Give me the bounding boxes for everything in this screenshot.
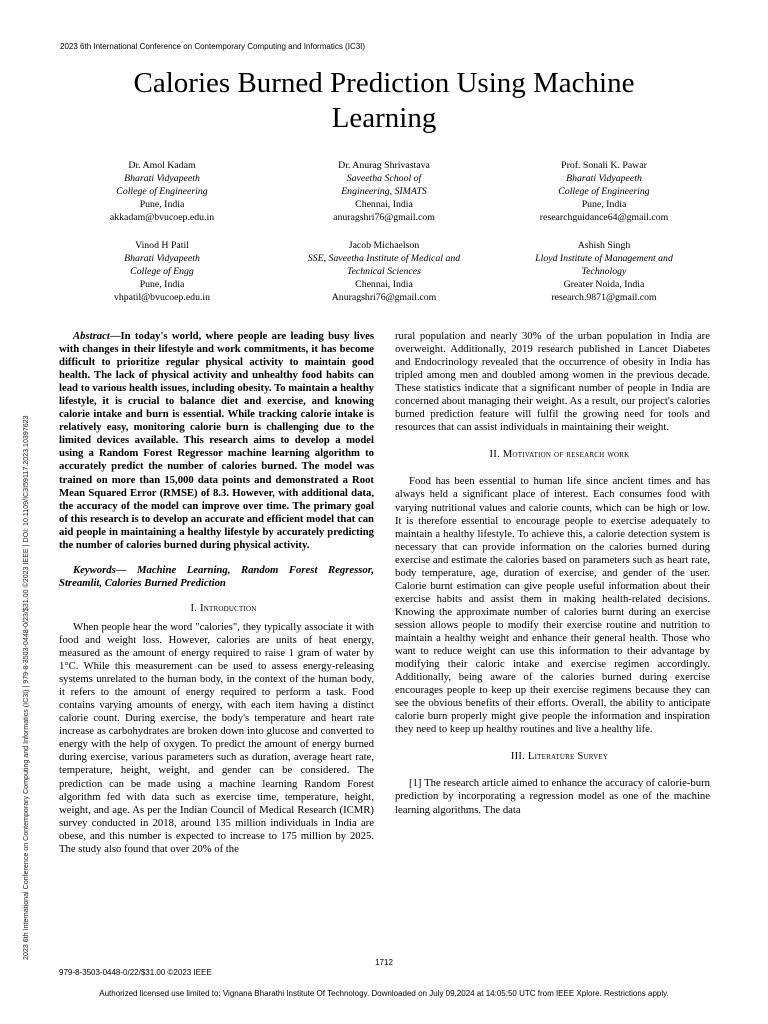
keywords-label: Keywords: [73, 563, 116, 576]
author-affiliation: SSE, Saveetha Institute of Medical and: [307, 253, 461, 264]
author-city: Pune, India: [581, 199, 627, 210]
abstract-paragraph: [59, 330, 374, 552]
introduction-continuation: rural population and nearly 30% of the urban population in India are overweight. Additionally, 2019 research published in Lancet Diabetes and Endocrinology revealed that the occurrence of obesity in India has tripled among men and doubled among women in the previous decade. These statistics indicate that a significant number of people in India are concerned about managing their weight. As a result, our project's calories burned prediction feature will fulfil the growing need for tools and resources that can assist individuals in maintaining their weight.: [395, 330, 710, 434]
author-affiliation: Bharati Vidyapeeth: [124, 173, 200, 184]
author-affiliation: College of Engg: [130, 266, 194, 277]
author-affiliation: Technical Sciences: [347, 266, 421, 277]
abstract-label: Abstract: [73, 330, 110, 342]
author-name: Ashish Singh: [577, 240, 631, 251]
section-heading-literature: III. Literature Survey: [510, 750, 609, 763]
motivation-paragraph: Food has been essential to human life since ancient times and has always held a significant place of interest. Each consumes food with varying nutritional values and calorie counts, which can be high or low. It is therefore essential to encourage people to exercise adequately to maintain a healthy lifestyle. To achieve this, a calorie detection system is necessary that can provide information on the calories burned during exercise and estimate the calories based on parameters such as heart rate, body temperature, age, duration of exercise, and gender of the user. Calorie burnt estimation can give people useful information about their exercise habits and assist them in making health-related decisions. Knowing the approximate number of calories burnt during an exercise session allows people to modify their exercise routine and nutrition to maintain a healthy weight and enhance their general health. Those who want to reduce weight can use this information to their advantage by modifying their caloric intake and exercise regimen accordingly. Additionally, being aware of the calories burned during exercise encourages people to keep up their exercise regimens because they can see the obvious benefits of their efforts. Overall, the ability to anticipate calorie burn properly might give people the information and inspiration they need to keep up healthy routines and live a healthy life.: [395, 475, 710, 736]
author-block: [279, 159, 489, 224]
author-name: Dr. Anurag Shrivastava: [338, 160, 430, 171]
copyright-line: 979-8-3503-0448-0/22/$31.00 ©2023 IEEE: [59, 968, 212, 977]
author-city: Greater Noida, India: [563, 279, 645, 290]
author-city: Chennai, India: [355, 279, 413, 290]
literature-paragraph: [1] The research article aimed to enhance the accuracy of calorie-burn prediction by incorporating a regression model as one of the machine learning algorithms. The data: [395, 777, 710, 816]
keywords-text: — Machine Learning, Random Forest Regressor, Streamlit, Calories Burned Prediction: [59, 563, 374, 589]
author-city: Chennai, India: [355, 199, 413, 210]
author-affiliation: College of Engineering: [116, 186, 208, 197]
keywords-paragraph: [59, 564, 374, 590]
author-city: Pune, India: [139, 279, 185, 290]
section-heading-motivation: II. Motivation of research work: [489, 448, 630, 461]
author-email: research.9871@gmail.com: [551, 292, 657, 303]
author-affiliation: Lloyd Institute of Management and: [535, 253, 673, 264]
author-email: Anuragshri76@gmail.com: [331, 292, 437, 303]
author-block: [499, 159, 709, 224]
author-name: Dr. Amol Kadam: [128, 160, 196, 171]
author-block: [279, 239, 489, 304]
author-block: [57, 239, 267, 304]
author-affiliation: College of Engineering: [558, 186, 650, 197]
author-block: [57, 159, 267, 224]
side-margin-citation: 2023 6th International Conference on Contemporary Computing and Informatics (IC3I) | 979-8-3503-0448-0/23/$31.00 ©2023 IEEE | DOI: 10.1109/IC3I59117.2023.10397623: [22, 415, 30, 960]
section-heading-introduction: I. Introduction: [190, 601, 257, 614]
author-name: Prof. Sonali K. Pawar: [561, 160, 647, 171]
author-email: vhpatil@bvucoep.edu.in: [113, 292, 211, 303]
introduction-paragraph: When people hear the word "calories", they typically associate it with food and weight loss. However, calories are units of heat energy, measured as the amount of energy required to raise 1 gram of water by 1°C. While this measurement can be used to assess energy-releasing systems unrelated to the human body, in the context of the human body, it refers to the amount of energy required to perform a task. Food contains varying amounts of energy, with each item having a distinct calorie count. During exercise, the body's temperature and heart rate increase as carbohydrates are broken down into glucose and converted to energy with the help of oxygen. To predict the amount of energy burned during exercise, various parameters such as duration, average heart rate, temperature, height, weight, and gender can be considered. The prediction can be made using a machine learning Random Forest algorithm fed with data such as exercise time, temperature, height, weight, and age. As per the Indian Council of Medical Research (ICMR) survey conducted in 2018, around 135 million individuals in India are obese, and this number is expected to increase to 175 million by 2025. The study also found that over 20% of the: [59, 620, 374, 855]
license-notice: Authorized licensed use limited to: Vignana Bharathi Institute Of Technology. Downloaded on July 09,2024 at 14:05:50 UTC from IEEE Xplore. Restrictions apply.: [99, 989, 669, 998]
left-column: [59, 330, 374, 856]
author-name: Vinod H Patil: [135, 240, 189, 251]
right-column: [395, 330, 710, 817]
author-affiliation: Bharati Vidyapeeth: [124, 253, 200, 264]
page-number: 1712: [375, 958, 393, 967]
author-email: researchguidance64@gmail.com: [539, 212, 669, 223]
author-affiliation: Engineering, SIMATS: [341, 186, 427, 197]
author-block: [499, 239, 709, 304]
author-name: Jacob Michaelson: [348, 240, 420, 251]
author-email: akkadam@bvucoep.edu.in: [109, 212, 215, 223]
author-city: Pune, India: [139, 199, 185, 210]
paper-title: Calories Burned Prediction Using Machine Learning: [133, 67, 635, 134]
author-affiliation: Technology: [581, 266, 627, 277]
abstract-text: —In today's world, where people are leading busy lives with changes in their lifestyle and work commitments, it has become difficult to prioritize regular physical activity to maintain good health. The lack of physical activity and unhealthy food habits can lead to various health issues, including obesity. To maintain a healthy lifestyle, it is crucial to balance diet and exercise, and knowing calorie intake and burn is essential. While tracking calorie intake is relatively easy, monitoring calorie burn is challenging due to the limited devices available. This research aims to develop a model using a Random Forest Regressor machine learning algorithm to accurately predict the number of calories burned. The model was trained on more than 15,000 data points and demonstrated a Root Mean Squared Error (RMSE) of 8.3. However, with additional data, the accuracy of the model can improve over time. The primary goal of this research is to develop an accurate and efficient model that can aid people in maintaining a healthy lifestyle by accurately predicting the number of calories burned during physical activity.: [59, 330, 374, 551]
conference-header: 2023 6th International Conference on Contemporary Computing and Informatics (IC3I): [60, 42, 366, 51]
author-email: anuragshri76@gmail.com: [333, 212, 435, 223]
author-affiliation: Bharati Vidyapeeth: [566, 173, 642, 184]
author-affiliation: Saveetha School of: [346, 173, 422, 184]
